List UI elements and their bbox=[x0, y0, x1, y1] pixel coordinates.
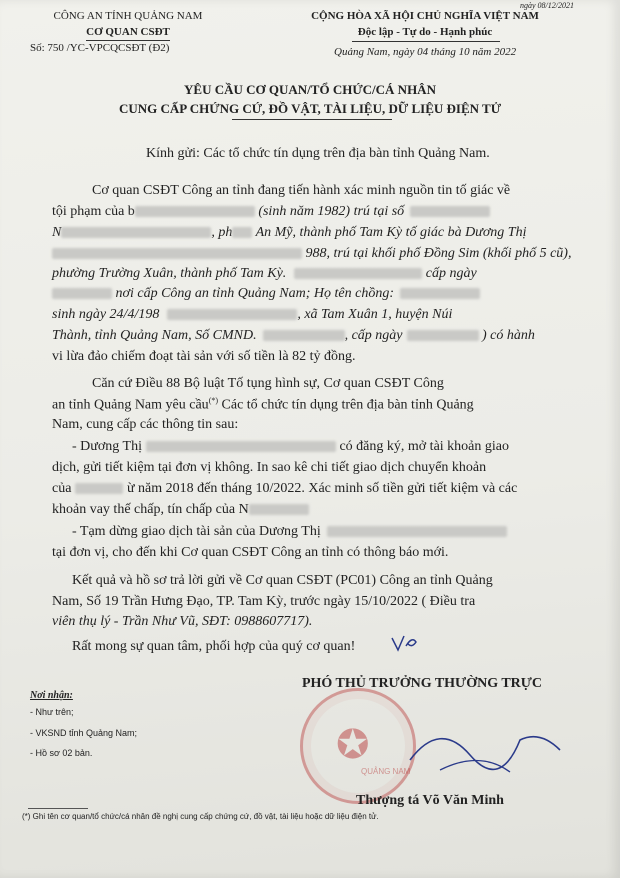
redacted bbox=[294, 268, 422, 279]
para3-line1: Kết quả và hồ sơ trả lời gửi về Cơ quan CSĐT (PC01) Công an tỉnh Quảng bbox=[72, 573, 493, 588]
para1-line1: Cơ quan CSĐT Công an tỉnh đang tiến hành xác minh nguồn tin tố giác về bbox=[92, 183, 511, 198]
recipients-heading: Nơi nhận: bbox=[30, 690, 73, 701]
national-motto: Độc lập - Tự do - Hạnh phúc bbox=[357, 26, 493, 38]
redacted bbox=[135, 206, 255, 217]
redacted bbox=[146, 441, 336, 452]
redacted bbox=[327, 526, 507, 537]
redacted bbox=[400, 288, 480, 299]
handwritten-signature bbox=[400, 700, 570, 790]
redacted bbox=[52, 288, 112, 299]
item2-line1: - Tạm dừng giao dịch tài sản của Dương Thị bbox=[72, 524, 507, 540]
recipient-line: Kính gửi: Các tổ chức tín dụng trên địa bàn tỉnh Quảng Nam. bbox=[146, 146, 490, 161]
recipient-item: - Hồ sơ 02 bản. bbox=[30, 748, 93, 758]
para2-line2: an tỉnh Quảng Nam yêu cầu(*) Các tổ chức tín dụng trên địa bàn tỉnh Quảng bbox=[52, 396, 474, 413]
footnote: (*) Ghi tên cơ quan/tổ chức/cá nhân đề nghị cung cấp chứng cứ, đồ vật, tài liệu hoặc dữ liệu điện tử. bbox=[22, 812, 379, 821]
redacted bbox=[249, 504, 309, 515]
closing-line: Rất mong sự quan tâm, phối hợp của quý cơ quan! bbox=[72, 639, 356, 654]
redacted bbox=[407, 330, 479, 341]
redacted bbox=[263, 330, 345, 341]
top-note: ngày 08/12/2021 bbox=[520, 1, 574, 10]
signer-name: Thượng tá Võ Văn Minh bbox=[356, 793, 504, 808]
item1-line1: - Dương Thị có đăng ký, mở tài khoản giao bbox=[72, 439, 509, 454]
para1-line4: 988, trú tại khối phố Đồng Sim (khối phố 5 cũ), bbox=[52, 246, 571, 262]
footnote-rule bbox=[28, 808, 88, 809]
redacted bbox=[61, 227, 211, 238]
title-line-1: YÊU CẦU CƠ QUAN/TỔ CHỨC/CÁ NHÂN bbox=[184, 82, 436, 97]
item1-line2: dịch, gửi tiết kiệm tại đơn vị không. In sao kê chi tiết giao dịch chuyển khoản bbox=[52, 460, 487, 475]
para1-line3: N , ph An Mỹ, thành phố Tam Kỳ tố giác bà Dương Thị bbox=[52, 225, 527, 240]
para1-line2: tội phạm của b (sinh năm 1982) trú tại số bbox=[52, 204, 490, 220]
para3-line2: Nam, Số 19 Trần Hưng Đạo, TP. Tam Kỳ, trước ngày 15/10/2022 ( Điều tra bbox=[52, 594, 476, 609]
para3-line3: viên thụ lý - Trần Như Vũ, SĐT: 0988607717). bbox=[52, 614, 313, 629]
initial-mark bbox=[390, 632, 420, 656]
recipient-item: - Như trên; bbox=[30, 707, 74, 717]
stamp-star-icon: ✪ bbox=[336, 722, 370, 767]
para1-line6: nơi cấp Công an tỉnh Quảng Nam; Họ tên chồng: bbox=[52, 286, 480, 302]
item2-line2: tại đơn vị, cho đến khi Cơ quan CSĐT Công an tỉnh có thông báo mới. bbox=[52, 545, 449, 560]
stamp-text: QUẢNG NAM bbox=[361, 767, 411, 776]
document-date: Quảng Nam, ngày 04 tháng 10 năm 2022 bbox=[334, 46, 517, 58]
redacted bbox=[75, 483, 123, 494]
title-line-2: CUNG CẤP CHỨNG CỨ, ĐỒ VẬT, TÀI LIỆU, DỮ LIỆU ĐIỆN TỬ bbox=[118, 101, 502, 116]
para2-line3: Nam, cung cấp các thông tin sau: bbox=[52, 417, 239, 432]
issuer-underline bbox=[86, 40, 170, 41]
official-stamp bbox=[300, 688, 416, 804]
para1-line7: sinh ngày 24/4/198 , xã Tam Xuân 1, huyện Núi bbox=[52, 307, 453, 322]
redacted bbox=[167, 309, 297, 320]
motto-underline bbox=[352, 41, 500, 42]
para1-line9: vi lừa đảo chiếm đoạt tài sản với số tiền là 82 tỷ đồng. bbox=[52, 349, 356, 364]
redacted bbox=[410, 206, 490, 217]
para1-line8: Thành, tỉnh Quảng Nam, Số CMND. , cấp ngày ) có hành bbox=[52, 328, 535, 343]
document-number: Số: 750 /YC-VPCQCSĐT (Đ2) bbox=[30, 42, 170, 54]
redacted bbox=[232, 227, 252, 238]
redacted bbox=[52, 248, 302, 259]
issuer-name: CÔNG AN TỈNH QUẢNG NAM bbox=[53, 10, 203, 22]
para2-line1: Căn cứ Điều 88 Bộ luật Tố tụng hình sự, Cơ quan CSĐT Công bbox=[92, 376, 444, 391]
title-underline bbox=[232, 119, 392, 120]
signer-title: PHÓ THỦ TRƯỞNG THƯỜNG TRỰC bbox=[301, 676, 543, 691]
issuer-unit: CƠ QUAN CSĐT bbox=[86, 26, 170, 38]
national-title: CỘNG HÒA XÃ HỘI CHỦ NGHĨA VIỆT NAM bbox=[311, 10, 539, 22]
item1-line3: của ừ năm 2018 đến tháng 10/2022. Xác minh số tiền gửi tiết kiệm và các bbox=[52, 481, 518, 496]
item1-line4: khoản vay thế chấp, tín chấp của N bbox=[52, 502, 309, 518]
recipient-item: - VKSND tỉnh Quảng Nam; bbox=[30, 728, 138, 738]
para1-line5: phường Trường Xuân, thành phố Tam Kỳ. cấp ngày bbox=[52, 266, 477, 281]
